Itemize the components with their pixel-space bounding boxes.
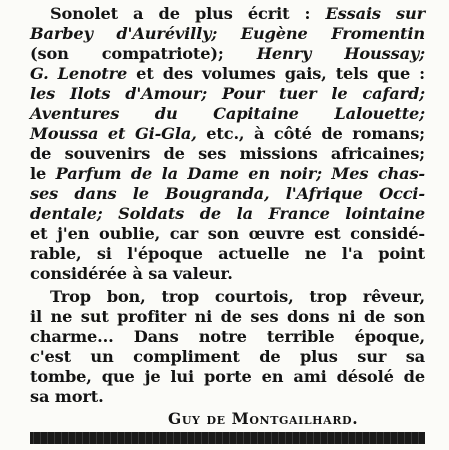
text-line	[30, 104, 425, 124]
text-run: et j'en oublie, car son œuvre est considé-	[30, 224, 425, 243]
text-line	[30, 164, 425, 184]
book-title: Parfum de la Dame en noir; Mes chas-	[55, 164, 425, 183]
text-run: Sonolet a de plus écrit :	[50, 4, 326, 23]
text-line: il ne sut profiter ni de ses dons ni de son	[30, 307, 425, 326]
text-line	[30, 204, 425, 224]
text-line	[30, 24, 425, 44]
text-run: (son compatriote);	[30, 44, 257, 63]
text-line	[30, 124, 425, 144]
book-title: dentale; Soldats de la France lointaine	[30, 204, 425, 223]
text-line	[30, 184, 425, 204]
book-title: les Ilots d'Amour; Pour tuer le cafard;	[30, 84, 425, 103]
author-signature: Guy de Montgailhard.	[168, 409, 359, 428]
text-run: de souvenirs de ses missions africaines;	[30, 144, 425, 163]
text-run: le	[30, 164, 56, 183]
text-run: considérée à sa valeur.	[30, 264, 233, 283]
text-line	[30, 244, 425, 264]
text-line: tombe, que je lui porte en ami désolé de	[30, 367, 425, 386]
book-title: Barbey d'Aurévilly; Eugène Fromentin	[30, 24, 425, 43]
book-title: Essais sur	[325, 4, 425, 23]
book-title: Aventures du Capitaine Lalouette;	[30, 104, 425, 123]
book-title: G. Lenotre	[30, 64, 128, 83]
book-title: ses dans le Bougranda, l'Afrique Occi-	[30, 184, 425, 203]
text-line	[30, 264, 425, 284]
text-line	[30, 84, 425, 104]
book-title: Moussa et Gi-Gla,	[30, 124, 197, 143]
text-run: rable, si l'époque actuelle ne l'a point	[30, 244, 425, 263]
text-run: et des volumes gais, tels que :	[127, 64, 425, 83]
text-run: etc., à côté de romans;	[196, 124, 425, 143]
text-line	[30, 144, 425, 164]
book-title: Henry Houssay;	[256, 44, 425, 63]
text-line	[50, 4, 425, 24]
section-divider	[30, 432, 425, 444]
text-line	[30, 44, 425, 64]
text-line: c'est un compliment de plus sur sa	[30, 347, 425, 366]
text-line: sa mort.	[30, 387, 104, 406]
text-line: Trop bon, trop courtois, trop rêveur,	[50, 287, 425, 306]
text-line	[30, 224, 425, 244]
text-line: charme... Dans notre terrible époque,	[30, 327, 425, 346]
text-line	[30, 64, 425, 84]
